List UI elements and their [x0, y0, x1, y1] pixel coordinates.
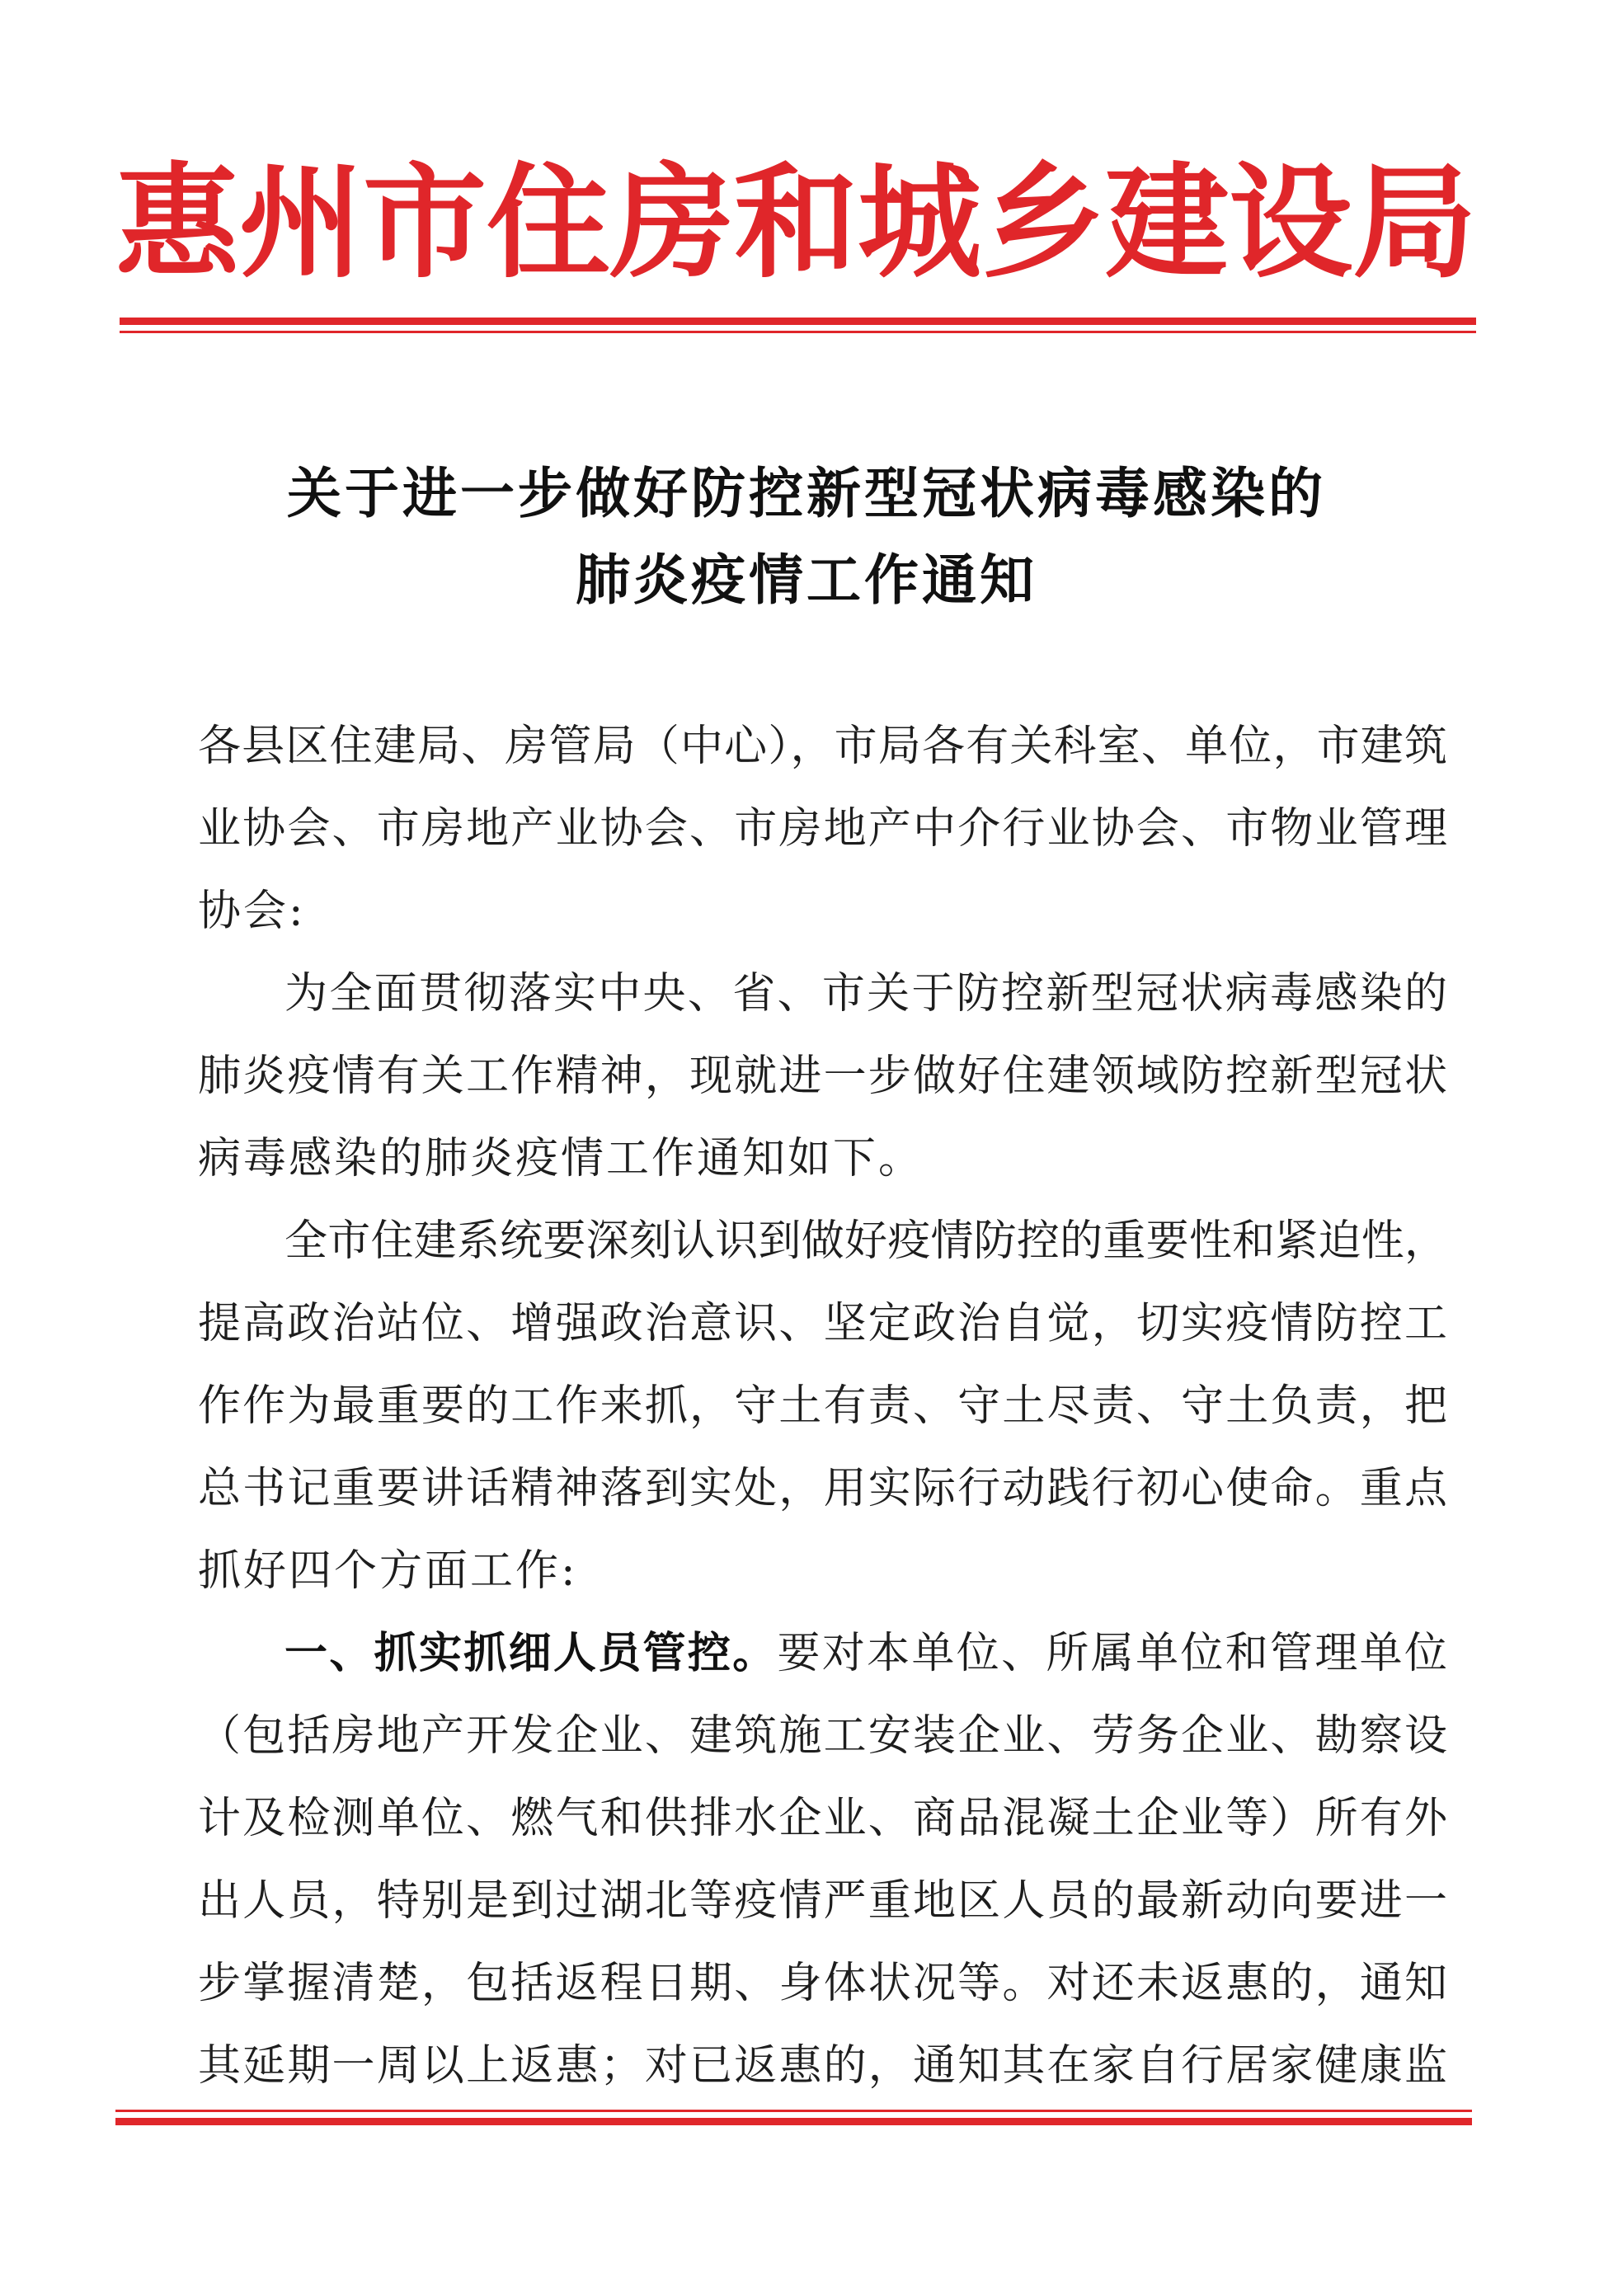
letterhead-char: 和: [734, 150, 858, 295]
footer-rule-thick: [115, 2118, 1472, 2125]
paragraph-text: 要对本单位、所属单位和管理单位: [777, 1629, 1447, 1678]
paragraph-line: 全市住建系统要深刻认识到做好疫情防控的重要性和紧迫性，: [285, 1216, 1447, 1266]
salutation-line: 协会:: [198, 887, 306, 936]
letterhead-char: 局: [1352, 150, 1477, 295]
paragraph-line: 出人员，特别是到过湖北等疫情严重地区人员的最新动向要进一: [198, 1876, 1447, 1926]
header-rule-thin: [120, 331, 1476, 333]
paragraph-line: 为全面贯彻落实中央、省、市关于防控新型冠状病毒感染的: [285, 969, 1447, 1019]
letterhead-char: 设: [1229, 150, 1353, 295]
paragraph-line: 计及检测单位、燃气和供排水企业、商品混凝土企业等）所有外: [198, 1794, 1447, 1843]
salutation-line: 业协会、市房地产业协会、市房地产中介行业协会、市物业管理: [198, 804, 1447, 854]
paragraph-line: 肺炎疫情有关工作精神，现就进一步做好住建领域防控新型冠状: [198, 1052, 1447, 1101]
letterhead-char: 市: [363, 150, 487, 295]
letterhead-char: 住: [487, 150, 611, 295]
paragraph-line: 抓好四个方面工作:: [198, 1546, 578, 1596]
header-rule-thick: [120, 318, 1476, 325]
paragraph-line: 步掌握清楚，包括返程日期、身体状况等。对还未返惠的，通知: [198, 1959, 1447, 2008]
letterhead-char: 建: [1105, 150, 1230, 295]
letterhead-char: 房: [610, 150, 735, 295]
paragraph-line: 病毒感染的肺炎疫情工作通知如下。: [198, 1134, 924, 1183]
paragraph-line: 总书记重要讲话精神落到实处，用实际行动践行初心使命。重点: [198, 1464, 1447, 1513]
paragraph-line: 作作为最重要的工作来抓，守土有责、守土尽责、守土负责，把: [198, 1381, 1447, 1431]
paragraph-line: 提高政治站位、增强政治意识、坚定政治自觉，切实疫情防控工: [198, 1299, 1447, 1348]
footer-rule-thin: [115, 2110, 1472, 2112]
letterhead-char: 州: [239, 150, 364, 295]
letterhead-char: 乡: [981, 150, 1106, 295]
paragraph-line: （包括房地产开发企业、建筑施工安装企业、劳务企业、勘察设: [198, 1711, 1447, 1761]
salutation-line: 各县区住建局、房管局（中心），市局各有关科室、单位，市建筑: [198, 722, 1447, 771]
paragraph-line: 其延期一周以上返惠；对已返惠的，通知其在家自行居家健康监: [198, 2041, 1447, 2091]
paragraph-line: [285, 1612, 1447, 1695]
letterhead-char: 惠: [115, 150, 240, 295]
document-title-line-2: 肺炎疫情工作通知: [576, 548, 1037, 612]
letterhead: [115, 140, 1477, 305]
section-heading: 一、抓实抓细人员管控。: [285, 1628, 778, 1678]
letterhead-char: 城: [858, 150, 982, 295]
document-title-line-1: 关于进一步做好防控新型冠状病毒感染的: [287, 461, 1326, 525]
